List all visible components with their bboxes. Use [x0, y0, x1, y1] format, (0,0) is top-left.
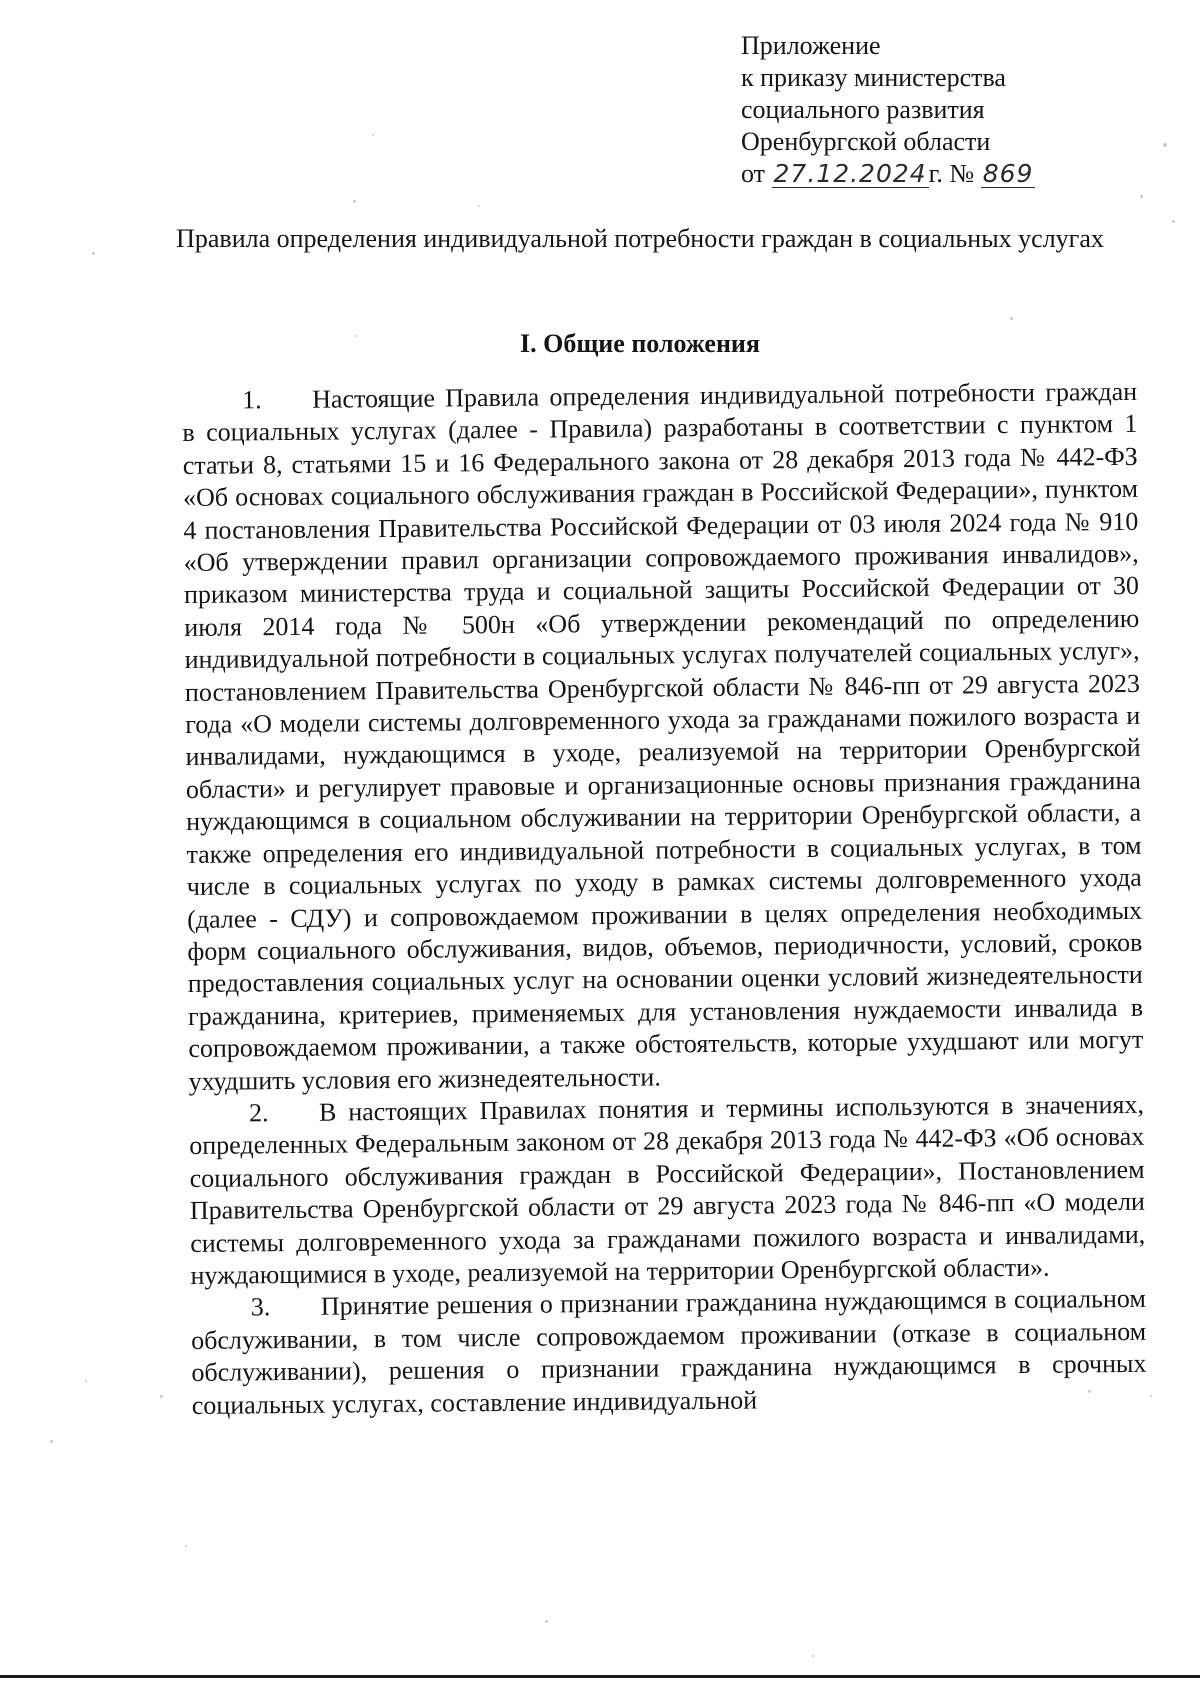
appendix-region: Оренбургской области [741, 127, 991, 156]
scan-speck [92, 252, 95, 255]
scan-speck [1172, 220, 1175, 223]
date-prefix: от [741, 159, 766, 188]
document-title: Правила определения индивидуальной потребности граждан в социальных услугах [176, 224, 1104, 253]
paragraph-number: 2. [248, 1098, 269, 1128]
scan-speck [353, 200, 356, 203]
appendix-block [741, 30, 1101, 190]
scan-speck [1163, 143, 1167, 147]
handwritten-number: 869 [982, 159, 1034, 188]
scan-speck [1010, 317, 1013, 320]
paragraph-text: Настоящие Правила определения индивидуальной потребности граждан в социальных услугах (далее - Правила) разработаны в соответствии с пунктом 1 статьи 8, статьями 15 и 16 Федерального закона от 28 декабря 2013 года № 442-ФЗ «Об основах социального обслуживания граждан в Российской Федерации», пунктом 4 постановления Правительства Российской Федерации от 03 июля 2024 года № 910 «Об утверждении правил организации сопровождаемого проживания инвалидов», приказом министерства труда и социальной защиты Российской Федерации от 30 июля 2014 года № 500н «Об утверждении рекомендаций по определению индивидуальной потребности в социальных услугах получателей социальных услуг», постановлением Правительства Оренбургской области № 846-пп от 29 августа 2023 года «О модели системы долговременного ухода за гражданами пожилого возраста и инвалидами, нуждающимся в уходе, реализуемой на территории Оренбургской области» и регулирует правовые и организационные основы признания гражданина нуждающимся в социальном обслуживании на территории Оренбургской области, а также определения его индивидуальной потребности в социальных услугах, в том числе в социальных услугах по уходу в рамках системы долговременного ухода (далее - СДУ) и сопровождаемом проживании в целях определения необходимых форм социального обслуживания, видов, объемов, периодичности, условий, сроков предоставления социальных услуг на основании оценки условий жизнедеятельности гражданина, критериев, применяемых для установления нуждаемости инвалида в сопровождаемом проживании, а также обстоятельств, которые ухудшают или могут ухудшить условия его жизнедеятельности. [182, 376, 1144, 1096]
scan-speck [545, 1620, 548, 1623]
scan-speck [372, 134, 374, 136]
scan-speck [1140, 195, 1143, 198]
scan-speck [1150, 1395, 1152, 1397]
paragraph-3 [191, 1283, 1147, 1422]
scan-speck [478, 205, 480, 207]
scan-speck [160, 1395, 163, 1398]
scan-bottom-edge [0, 1675, 1200, 1678]
scan-speck [185, 1545, 187, 1547]
paragraph-1 [182, 376, 1144, 1098]
scan-speck [50, 1440, 53, 1443]
appendix-ministry: социального развития [741, 95, 985, 124]
paragraph-text: Принятие решения о признании гражданина нуждающимся в социальном обслуживании, в том числе сопровождаемом проживании (отказе в социальном обслуживании), решения о признании гражданина нуждающимся в срочных социальных услугах, составление индивидуальной [191, 1284, 1147, 1420]
handwritten-date: 27.12.2024 [773, 159, 927, 188]
scan-speck [812, 1655, 814, 1657]
appendix-date-number [741, 158, 1101, 190]
number-prefix: г. № [928, 159, 975, 188]
section-heading: I. Общие положения [520, 329, 760, 358]
appendix-label: Приложение [741, 31, 881, 60]
paragraph-number: 3. [250, 1292, 271, 1322]
appendix-order-ref: к приказу министерства [741, 63, 1006, 92]
scan-speck [85, 1380, 87, 1382]
paragraph-text: В настоящих Правилах понятия и термины используются в значениях, определенных Федеральным законом от 28 декабря 2013 года № 442-ФЗ «Об основах социального обслуживания граждан в Российской Федерации», Постановлением Правительства Оренбургской области от 29 августа 2023 года № 846-пп «О модели системы долговременного ухода за гражданами пожилого возраста и инвалидами, нуждающимися в уходе, реализуемой на территории Оренбургской области». [189, 1089, 1146, 1290]
paragraph-2 [189, 1089, 1146, 1293]
document-body [182, 376, 1147, 1422]
paragraph-number: 1. [242, 385, 262, 415]
